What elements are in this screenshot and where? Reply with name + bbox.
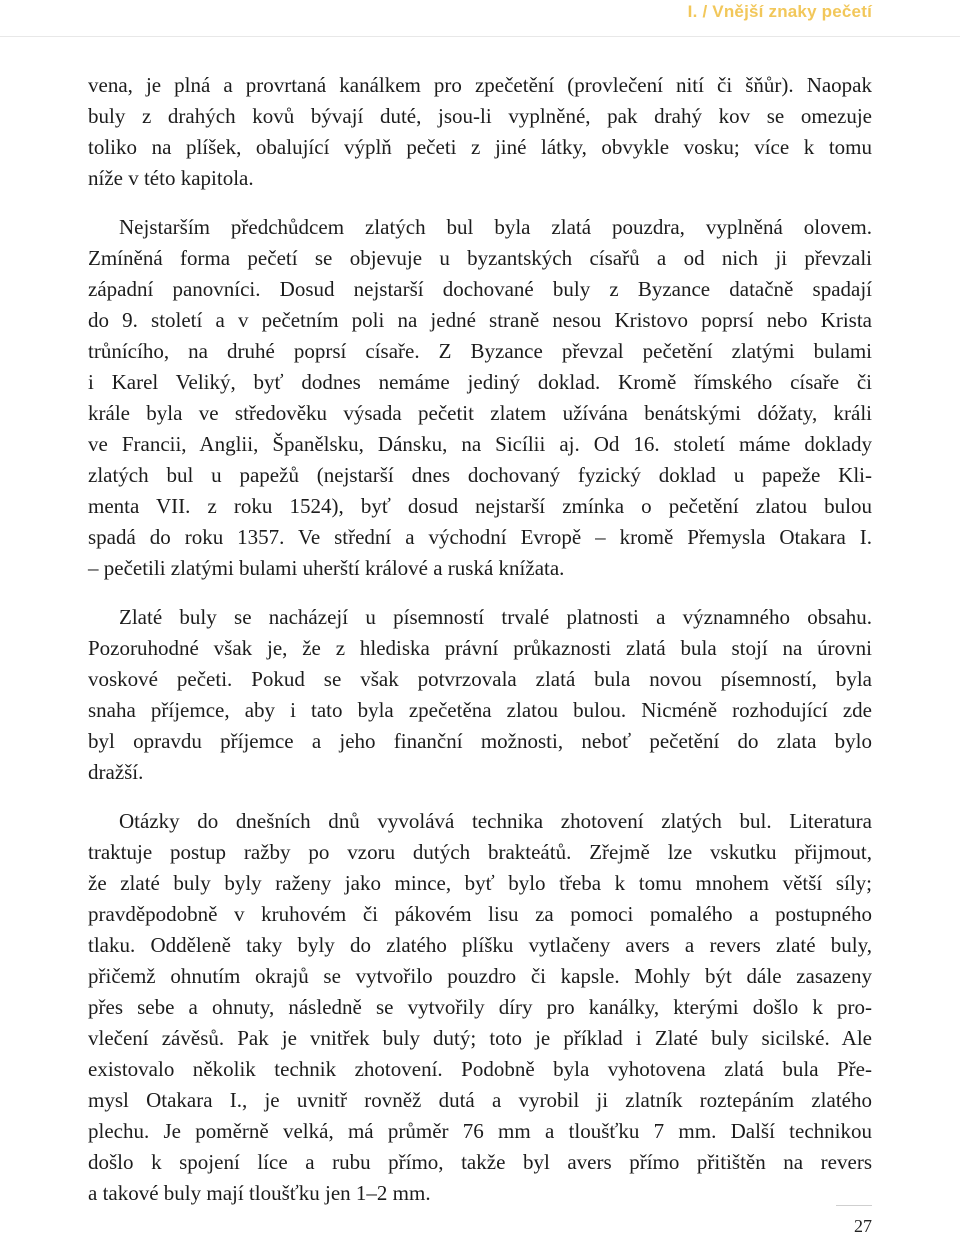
paragraph-3 [88, 602, 872, 788]
text-line: Pozoruhodné však je, že z hlediska právní průkaznosti zlatá bula stojí na úrovni [88, 636, 872, 660]
text-line: ve Francii, Anglii, Španělsku, Dánsku, na Sicílii aj. Od 16. století máme doklady [88, 432, 872, 456]
body-text [88, 70, 872, 1209]
text-line: krále byla ve středověku výsada pečetit zlatem užívána benátskými dóžaty, králi [88, 401, 872, 425]
text-line: přes sebe a ohnuty, následně se vytvořily díry pro kanálky, kterými došlo k pro- [88, 995, 872, 1019]
text-line: Zmíněná forma pečetí se objevuje u byzantských císařů a od nich ji převzali [88, 246, 872, 270]
paragraph-2 [88, 212, 872, 584]
text-line: voskové pečeti. Pokud se však potvrzovala zlatá bula novou písemností, byla [88, 667, 872, 691]
text-line: Otázky do dnešních dnů vyvolává technika zhotovení zlatých bul. Literatura [119, 809, 872, 833]
text-line: plechu. Je poměrně velká, má průměr 76 mm a tloušťku 7 mm. Další technikou [88, 1119, 872, 1143]
text-line: do 9. století a v pečetním poli na jedné straně nesou Kristovo poprsí nebo Krista [88, 308, 872, 332]
text-line: existovalo několik technik zhotovení. Podobně byla vyhotovena zlatá bula Pře- [88, 1057, 872, 1081]
text-line: došlo k spojení líce a rubu přímo, takže byl avers přímo přitištěn na revers [88, 1150, 872, 1174]
text-line: vena, je plná a provrtaná kanálkem pro zpečetění (provlečení nití či šňůr). Naopak [88, 73, 872, 97]
text-line: spadá do roku 1357. Ve střední a východní Evropě – kromě Přemysla Otakara I. [88, 525, 872, 549]
text-line: že zlaté buly byly raženy jako mince, byť bylo třeba k tomu mnohem větší síly; [88, 871, 872, 895]
page-number: 27 [854, 1216, 872, 1236]
text-line: traktuje postup ražby po vzoru dutých brakteátů. Zřejmě lze vskutku přijmout, [88, 840, 872, 864]
text-line: přičemž ohnutím okrajů se vytvořilo pouzdro či kapsle. Mohly být dále zasazeny [88, 964, 872, 988]
footer-divider [836, 1205, 872, 1206]
text-line: mysl Otakara I., je uvnitř rovněž dutá a vyrobil ji zlatník roztepáním zlatého [88, 1088, 872, 1112]
text-line: i Karel Veliký, byť dodnes nemáme jediný doklad. Kromě římského císaře či [88, 370, 872, 394]
text-line: snaha příjemce, aby i tato byla zpečetěna zlatou bulou. Nicméně rozhodující zde [88, 698, 872, 722]
text-line: západní panovníci. Dosud nejstarší dochované buly z Byzance datačně spadají [88, 277, 872, 301]
text-line: tlaku. Odděleně taky byly do zlatého plíšku vytlačeny avers a revers zlaté buly, [88, 933, 872, 957]
text-line: toliko na plíšek, obalující výplň pečeti z jiné látky, obvykle vosku; více k tomu [88, 135, 872, 159]
text-line: byl opravdu příjemce a jeho finanční možnosti, neboť pečetění do zlata bylo [88, 729, 872, 753]
text-line: pravděpodobně v kruhovém či pákovém lisu za pomoci pomalého a postupného [88, 902, 872, 926]
text-line: dražší. [88, 760, 144, 784]
text-line: vlečení závěsů. Pak je vnitřek buly dutý; toto je příklad i Zlaté buly sicilské. Ale [88, 1026, 872, 1050]
text-line: zlatých bul u papežů (nejstarší dnes dochovaný fyzický doklad u papeže Kli- [88, 463, 872, 487]
text-line: trůnícího, na druhé poprsí císaře. Z Byzance převzal pečetění zlatými bulami [88, 339, 872, 363]
text-line: menta VII. z roku 1524), byť dosud nejstarší zmínka o pečetění zlatou bulou [88, 494, 872, 518]
text-line: buly z drahých kovů bývají duté, jsou-li vyplněné, pak drahý kov se omezuje [88, 104, 872, 128]
text-line: a takové buly mají tloušťku jen 1–2 mm. [88, 1181, 431, 1205]
text-line: níže v této kapitola. [88, 166, 254, 190]
running-header: I. / Vnější znaky pečetí [687, 2, 872, 21]
paragraph-1 [88, 70, 872, 194]
paragraph-4 [88, 806, 872, 1209]
text-line: – pečetili zlatými bulami uherští králové a ruská knížata. [88, 556, 565, 580]
text-line: Zlaté buly se nacházejí u písemností trvalé platnosti a významného obsahu. [119, 605, 872, 629]
text-line: Nejstarším předchůdcem zlatých bul byla zlatá pouzdra, vyplněná olovem. [119, 215, 872, 239]
header-divider [0, 36, 960, 37]
